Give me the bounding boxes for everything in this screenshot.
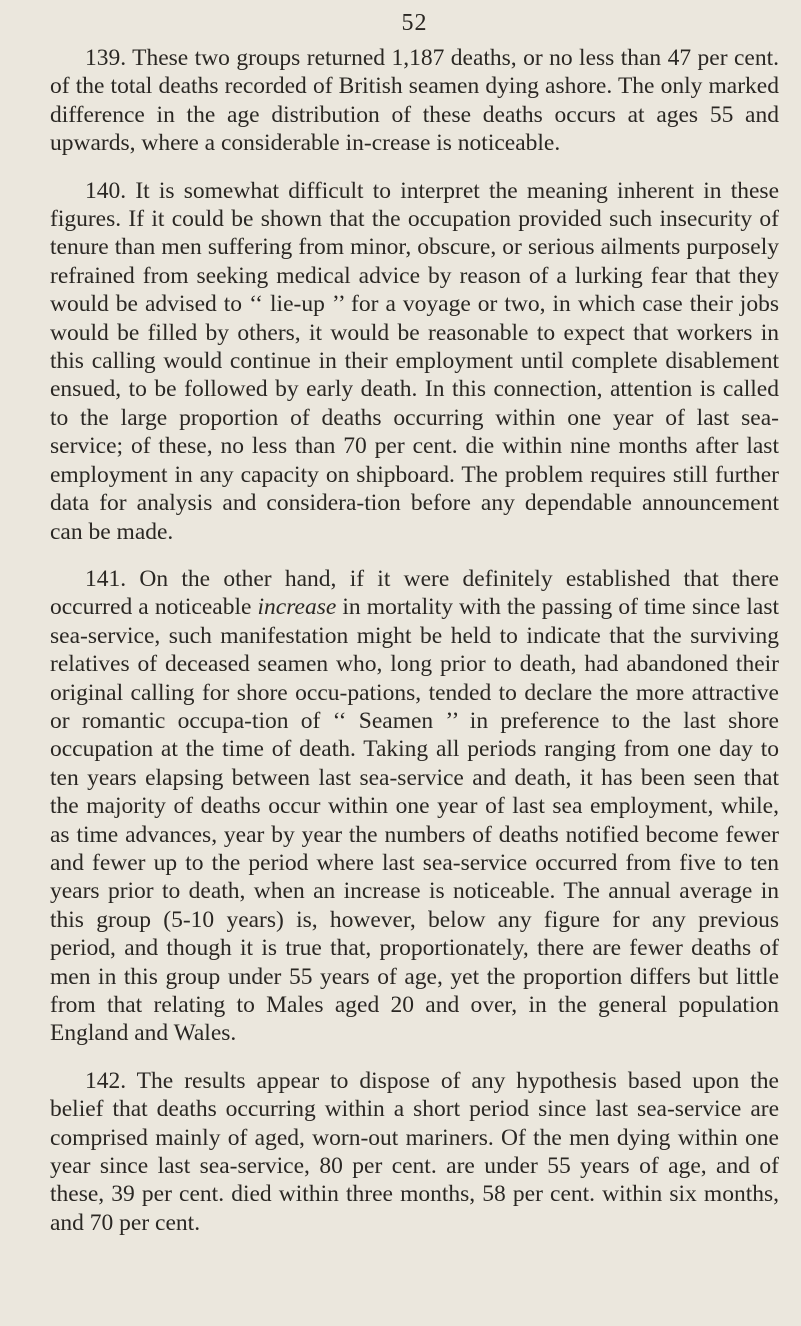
paragraph-140: 140. It is somewhat difficult to interpret the meaning inherent in these figures. If it could be shown that the occupation provided such insecurity of tenure than men suffering from minor, obscure, or serious ailments purposely refrained from seeking medical advice by reason of a lurking fear that they would be advised to ‘‘ lie-up ’’ for a voyage or two, in which case their jobs would be filled by others, it would be reasonable to expect that workers in this calling would continue in their employment until complete disablement ensued, to be followed by early death. In this connection, attention is called to the large proportion of deaths occurring within one year of last sea-service; of these, no less than 70 per cent. die within nine months after last employment in any capacity on shipboard. The problem requires still further data for analysis and considera-tion before any dependable announcement can be made. [50, 177, 779, 545]
paragraph-141 [50, 565, 779, 1048]
paragraph-139: 139. These two groups returned 1,187 deaths, or no less than 47 per cent. of the total deaths recorded of British seamen dying ashore. The only marked difference in the age distribution of these deaths occurs at ages 55 and upwards, where a considerable in-crease is noticeable. [50, 45, 779, 157]
paragraph-141-text-start: 141. On the other hand, if it were definitely established that there occurred a noticeable [50, 565, 779, 621]
paragraph-141-text-end: in mortality with the passing of time since last sea-service, such manifestation might be held to indicate that the surviving relatives of deceased seamen who, long prior to death, had abandoned their original calling for shore occu-pations, tended to declare the more attractive or romantic occupa-tion of ‘‘ Seamen ’’ in preference to the last shore occupation at the time of death. Taking all periods ranging from one day to ten years elapsing between last sea-service and death, it has been seen that the majority of deaths occur within one year of last sea employment, while, as time advances, year by year the numbers of deaths notified become fewer and fewer up to the period where last sea-service occurred from five to ten years prior to death, when an increase is noticeable. The annual average in this group (5-10 years) is, however, below any figure for any previous period, and though it is true that, proportionately, there are fewer deaths of men in this group under 55 years of age, yet the proportion differs but little from that relating to Males aged 20 and over, in the general population England and Wales. [50, 594, 779, 1047]
page-number: 52 [401, 10, 428, 36]
paragraph-142: 142. The results appear to dispose of any hypothesis based upon the belief that deaths occurring within a short period since last sea-service are comprised mainly of aged, worn-out mariners. Of the men dying within one year since last sea-service, 80 per cent. are under 55 years of age, and of these, 39 per cent. died within three months, 58 per cent. within six months, and 70 per cent. [50, 1067, 779, 1236]
paragraph-141-emphasis: increase [257, 594, 337, 621]
